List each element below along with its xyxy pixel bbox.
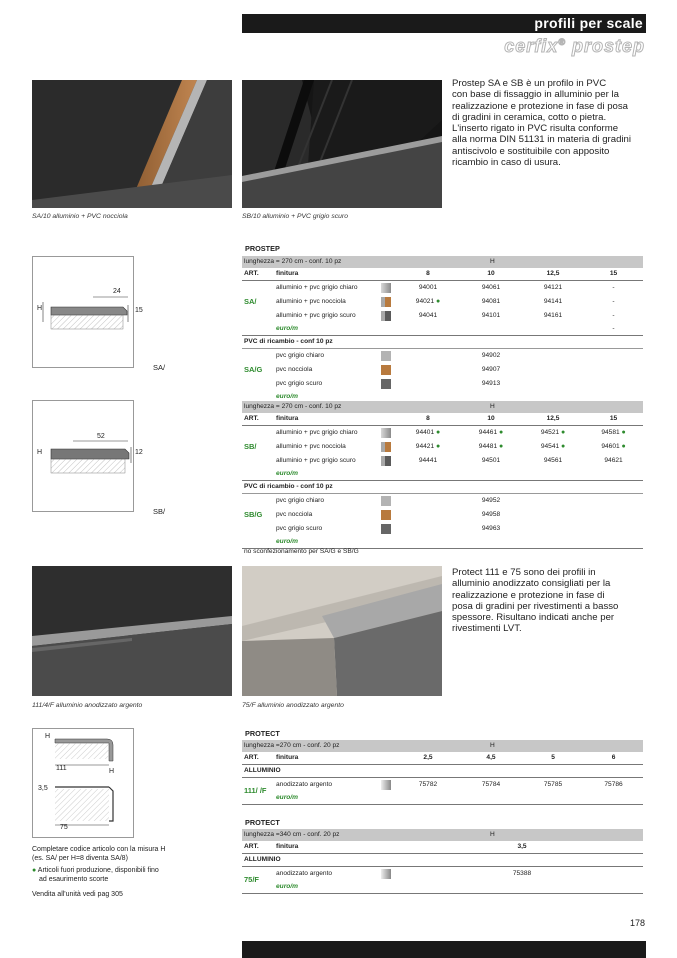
prostep-note: no sconfezionamento per SA/G e SB/G bbox=[244, 548, 359, 555]
caption-75: 75/F alluminio anodizzato argento bbox=[242, 702, 344, 709]
prostep-sb-table: lunghezza = 270 cm - conf. 10 pz H ART. finitura 8 10 12,5 15 SB/ alluminio + pvc grigio chiaro 94401 ● 94461 ● 94521 ● 94581 ● alluminio + pvc nocciola 94421 ● 94481 ● 94541 ● 94601 ● alluminio + pvc grigio scuro 94441 94501 94561 94621 euro/m PVC di ricambio - conf 10 pz SB/G pvc grigio chiaro 94952 pvc nocciola 94958 pvc grigio scuro 94963 euro/m bbox=[242, 401, 643, 549]
drawing-protect bbox=[32, 728, 134, 838]
prostep-description: Prostep SA e SB è un profilo in PVC con base di fissaggio in alluminio per la realizzazione e protezione in fase di posa di gradini in ceramica, cotto o pietra. L'inserto rigato in PVC risulta conforme alla norma DIN 51131 in materia di gradini antiscivolo e sostituibile con apposito ricambio in caso di usura. bbox=[452, 78, 631, 169]
photo-sb-profile bbox=[242, 80, 442, 208]
footer-bar bbox=[242, 941, 646, 958]
dim-75-h: 3,5 bbox=[38, 785, 48, 792]
dim-sb-depth: 12 bbox=[135, 449, 143, 456]
dim-111-h-top: H bbox=[45, 733, 51, 740]
swatch-grigio-scuro bbox=[381, 311, 391, 321]
photo-sa-profile bbox=[32, 80, 232, 208]
prostep-sa-table: lunghezza = 270 cm - conf. 10 pz H ART. finitura 8 10 12,5 15 SA/ alluminio + pvc grigio chiaro 94001 94061 94121 - alluminio + pvc nocciola 94021 ● 94081 94141 - alluminio + pvc grigio scuro 94041 94101 94161 - euro/m - PVC di ricambio - conf 10 pz SA/G pvc grigio chiaro 94902 pvc nocciola 94907 pvc grigio scuro 94913 euro/m bbox=[242, 256, 643, 403]
dim-sa-h: H bbox=[37, 305, 43, 312]
label-sa: SA/ bbox=[153, 363, 166, 372]
drawing-sb bbox=[32, 400, 134, 512]
dim-75-width: 75 bbox=[60, 824, 68, 831]
caption-sa: SA/10 alluminio + PVC nocciola bbox=[32, 213, 128, 220]
dim-sa-depth: 15 bbox=[135, 307, 143, 314]
section-title: profili per scale bbox=[534, 15, 643, 31]
caption-sb: SB/10 alluminio + PVC grigio scuro bbox=[242, 213, 348, 220]
brand-logo: cerfix® prostep bbox=[504, 36, 645, 56]
dim-sa-width: 24 bbox=[113, 288, 121, 295]
dim-111-width: 111 bbox=[56, 765, 67, 772]
dim-sb-h: H bbox=[37, 449, 43, 456]
protect75-title: PROTECT bbox=[245, 818, 280, 827]
photo-75-profile bbox=[242, 566, 442, 696]
prostep-title: PROSTEP bbox=[245, 244, 280, 253]
label-sb: SB/ bbox=[153, 507, 166, 516]
caption-111: 111/4/F alluminio anodizzato argento bbox=[32, 702, 143, 709]
protect75-table: lunghezza =340 cm - conf. 20 pz H ART. finitura 3,5 ALLUMINIO 75/F anodizzato argento 75388 euro/m bbox=[242, 829, 643, 894]
swatch-grigio-chiaro bbox=[381, 283, 391, 293]
footnotes: Completare codice articolo con la misura H (es. SA/ per H=8 diventa SA/8) ● Articoli fuori produzione, disponibili fino ad esaurimento scorte Vendita all'unità vedi pag 305 bbox=[32, 846, 166, 898]
swatch-nocciola bbox=[381, 297, 391, 307]
drawing-sa bbox=[32, 256, 134, 368]
protect-description: Protect 111 e 75 sono dei profili in alluminio anodizzato consigliati per la realizzazione e protezione in fase di posa di gradini per rivestimenti a basso spessore. Risultano indicati anche per rivestimenti LVT. bbox=[452, 567, 619, 635]
page-number: 178 bbox=[629, 918, 645, 928]
protect111-table: lunghezza =270 cm - conf. 20 pz H ART. finitura 2,5 4,5 5 6 ALLUMINIO 111/ /F anodizzato argento 75782 75784 75785 75786 euro/m bbox=[242, 740, 643, 805]
dim-sb-width: 52 bbox=[97, 433, 105, 440]
protect111-title: PROTECT bbox=[245, 729, 280, 738]
dim-111-h-side: H bbox=[109, 768, 115, 775]
photo-111-profile bbox=[32, 566, 232, 696]
